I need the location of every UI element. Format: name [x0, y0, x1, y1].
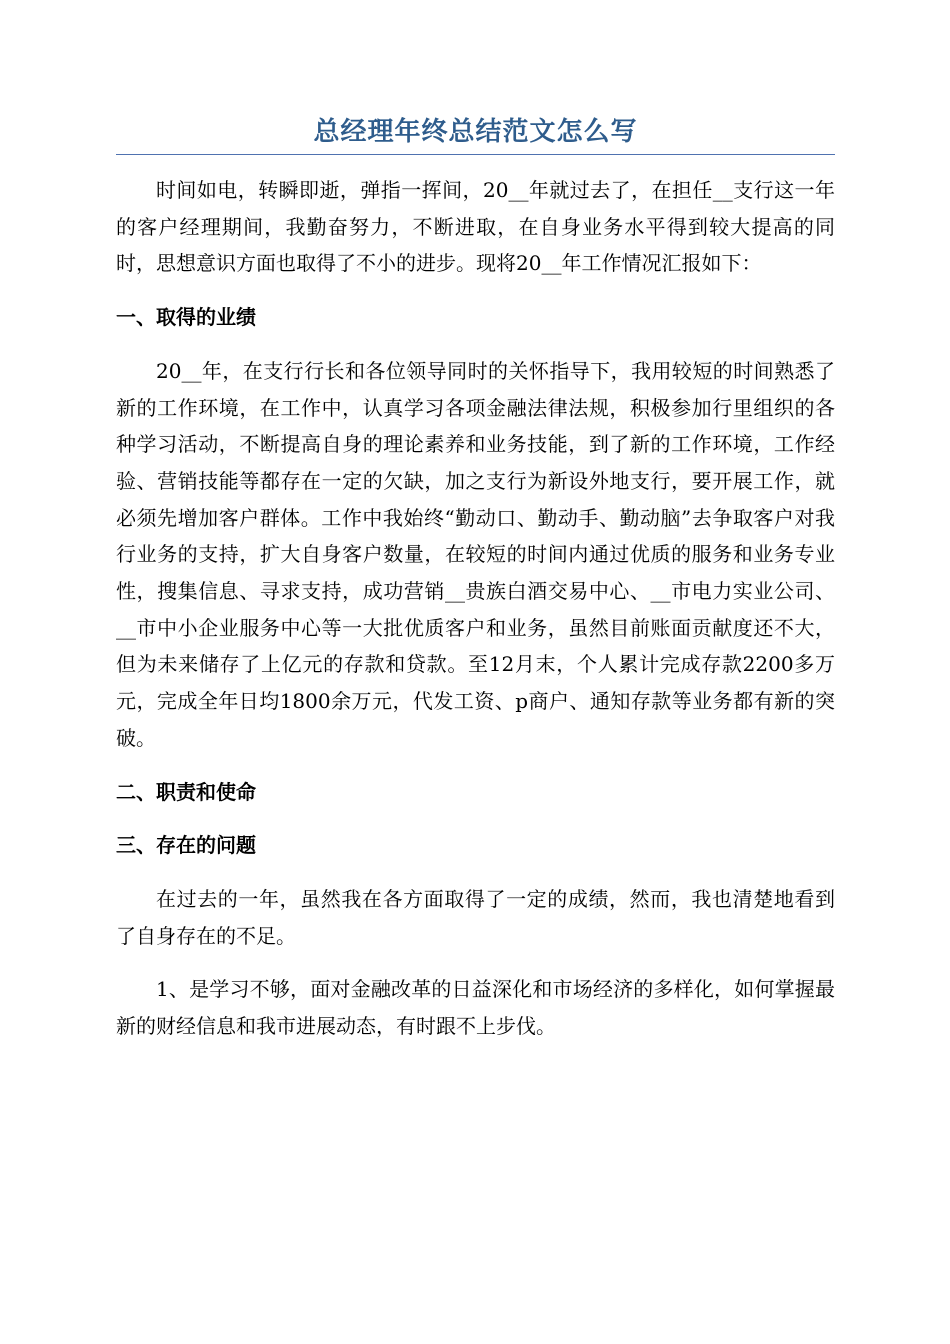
intro-paragraph: 时间如电，转瞬即逝，弹指一挥间，20__年就过去了，在担任__支行这一年的客户经理期间，我勤奋努力，不断进取，在自身业务水平得到较大提高的同时，思想意识方面也取得了不小的进步。现将20__年工作情况汇报如下：: [116, 178, 835, 276]
achievements-paragraph: 20__年，在支行行长和各位领导同时的关怀指导下，我用较短的时间熟悉了新的工作环境，在工作中，认真学习各项金融法律法规，积极参加行里组织的各种学习活动，不断提高自身的理论素养和业务技能，到了新的工作环境，工作经验、营销技能等都存在一定的欠缺，加之支行为新设外地支行，要开展工作，就必须先增加客户群体。工作中我始终“勤动口、勤动手、勤动脑”去争取客户对我行业务的支持，扩大自身客户数量，在较短的时间内通过优质的服务和业务专业性，搜集信息、寻求支持，成功营销__贵族白酒交易中心、__市电力实业公司、__市中小企业服务中心等一大批优质客户和业务，虽然目前账面贡献度还不大，但为未来储存了上亿元的存款和贷款。至12月末，个人累计完成存款2200多万元，完成全年日均1800余万元，代发工资、p商户、通知存款等业务都有新的突破。: [116, 358, 835, 750]
section-heading-problems: 三、存在的问题: [116, 833, 256, 858]
title-underline: [116, 154, 835, 155]
section-heading-achievements: 一、取得的业绩: [116, 305, 256, 330]
problems-intro-paragraph: 在过去的一年，虽然我在各方面取得了一定的成绩，然而，我也清楚地看到了自身存在的不足。: [116, 886, 835, 948]
problem-item-1: 1、是学习不够，面对金融改革的日益深化和市场经济的多样化，如何掌握最新的财经信息和我市进展动态，有时跟不上步伐。: [116, 977, 835, 1039]
document-page: [116, 112, 835, 1062]
document-title: 总经理年终总结范文怎么写: [313, 117, 638, 147]
section-heading-duties: 二、职责和使命: [116, 779, 256, 804]
